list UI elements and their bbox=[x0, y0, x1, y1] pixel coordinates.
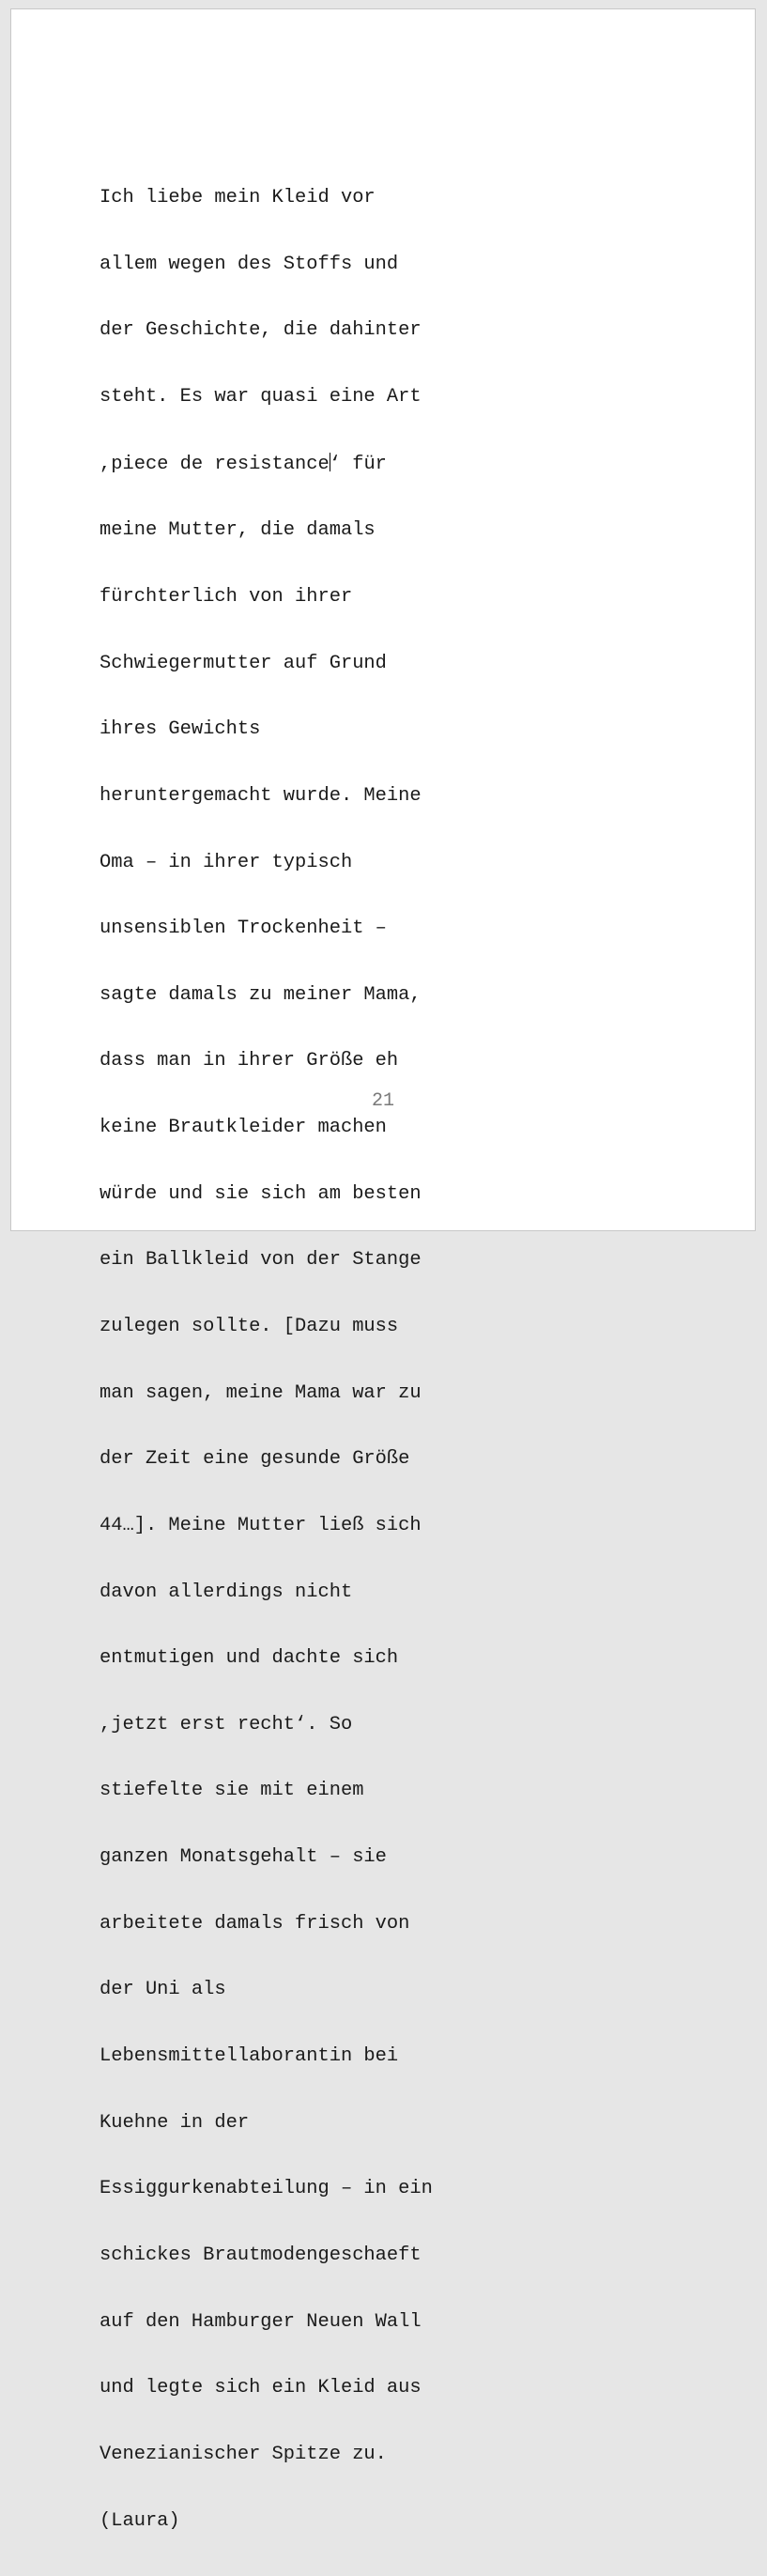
text-line: fürchterlich von ihrer bbox=[100, 585, 353, 608]
text-line bbox=[100, 453, 433, 476]
text-line: dass man in ihrer Größe eh bbox=[100, 1050, 399, 1072]
text-line: zulegen sollte. [Dazu muss bbox=[100, 1315, 399, 1337]
text-line: der Geschichte, die dahinter bbox=[100, 319, 422, 342]
text-line: Oma – in ihrer typisch bbox=[100, 851, 353, 873]
text-line: und legte sich ein Kleid aus bbox=[100, 2377, 422, 2399]
text-line: schickes Brautmodengeschaeft bbox=[100, 2244, 422, 2266]
text-line: würde und sie sich am besten bbox=[100, 1182, 422, 1205]
text-line: Venezianischer Spitze zu. bbox=[100, 2443, 387, 2465]
text-line: 44…]. Meine Mutter ließ sich bbox=[100, 1514, 422, 1536]
text-line: ihres Gewichts bbox=[100, 718, 261, 741]
text-segment: ,piece de resistance bbox=[100, 453, 330, 475]
text-line: stiefelte sie mit einem bbox=[100, 1780, 364, 1802]
text-line: keine Brautkleider machen bbox=[100, 1117, 387, 1139]
body-text[interactable] bbox=[100, 143, 433, 2576]
text-line: meine Mutter, die damals bbox=[100, 519, 376, 542]
text-line: sagte damals zu meiner Mama, bbox=[100, 983, 422, 1006]
text-line: unsensiblen Trockenheit – bbox=[100, 918, 387, 940]
document-page[interactable] bbox=[10, 8, 756, 2532]
text-line: davon allerdings nicht bbox=[100, 1581, 353, 1603]
text-line: arbeitete damals frisch von bbox=[100, 1912, 410, 1935]
text-segment: ‘ für bbox=[329, 453, 387, 475]
text-line: Schwiegermutter auf Grund bbox=[100, 652, 387, 674]
text-line: allem wegen des Stoffs und bbox=[100, 253, 399, 275]
text-line: auf den Hamburger Neuen Wall bbox=[100, 2310, 422, 2333]
text-line: entmutigen und dachte sich bbox=[100, 1647, 399, 1670]
text-line: (Laura) bbox=[100, 2509, 180, 2532]
text-line: der Zeit eine gesunde Größe bbox=[100, 1448, 410, 1471]
text-line: ein Ballkleid von der Stange bbox=[100, 1249, 422, 1272]
text-line: man sagen, meine Mama war zu bbox=[100, 1381, 422, 1404]
text-line: Lebensmittellaborantin bei bbox=[100, 2045, 399, 2068]
text-line: ganzen Monatsgehalt – sie bbox=[100, 1846, 387, 1869]
text-line: heruntergemacht wurde. Meine bbox=[100, 784, 422, 807]
text-line: der Uni als bbox=[100, 1979, 226, 2001]
text-line: steht. Es war quasi eine Art bbox=[100, 386, 422, 409]
text-line: ,jetzt erst recht‘. So bbox=[100, 1713, 353, 1735]
text-line: Kuehne in der bbox=[100, 2111, 250, 2134]
page-number: 21 bbox=[371, 1090, 394, 1112]
text-line: Ich liebe mein Kleid vor bbox=[100, 187, 376, 209]
text-line: Essiggurkenabteilung – in ein bbox=[100, 2178, 433, 2200]
